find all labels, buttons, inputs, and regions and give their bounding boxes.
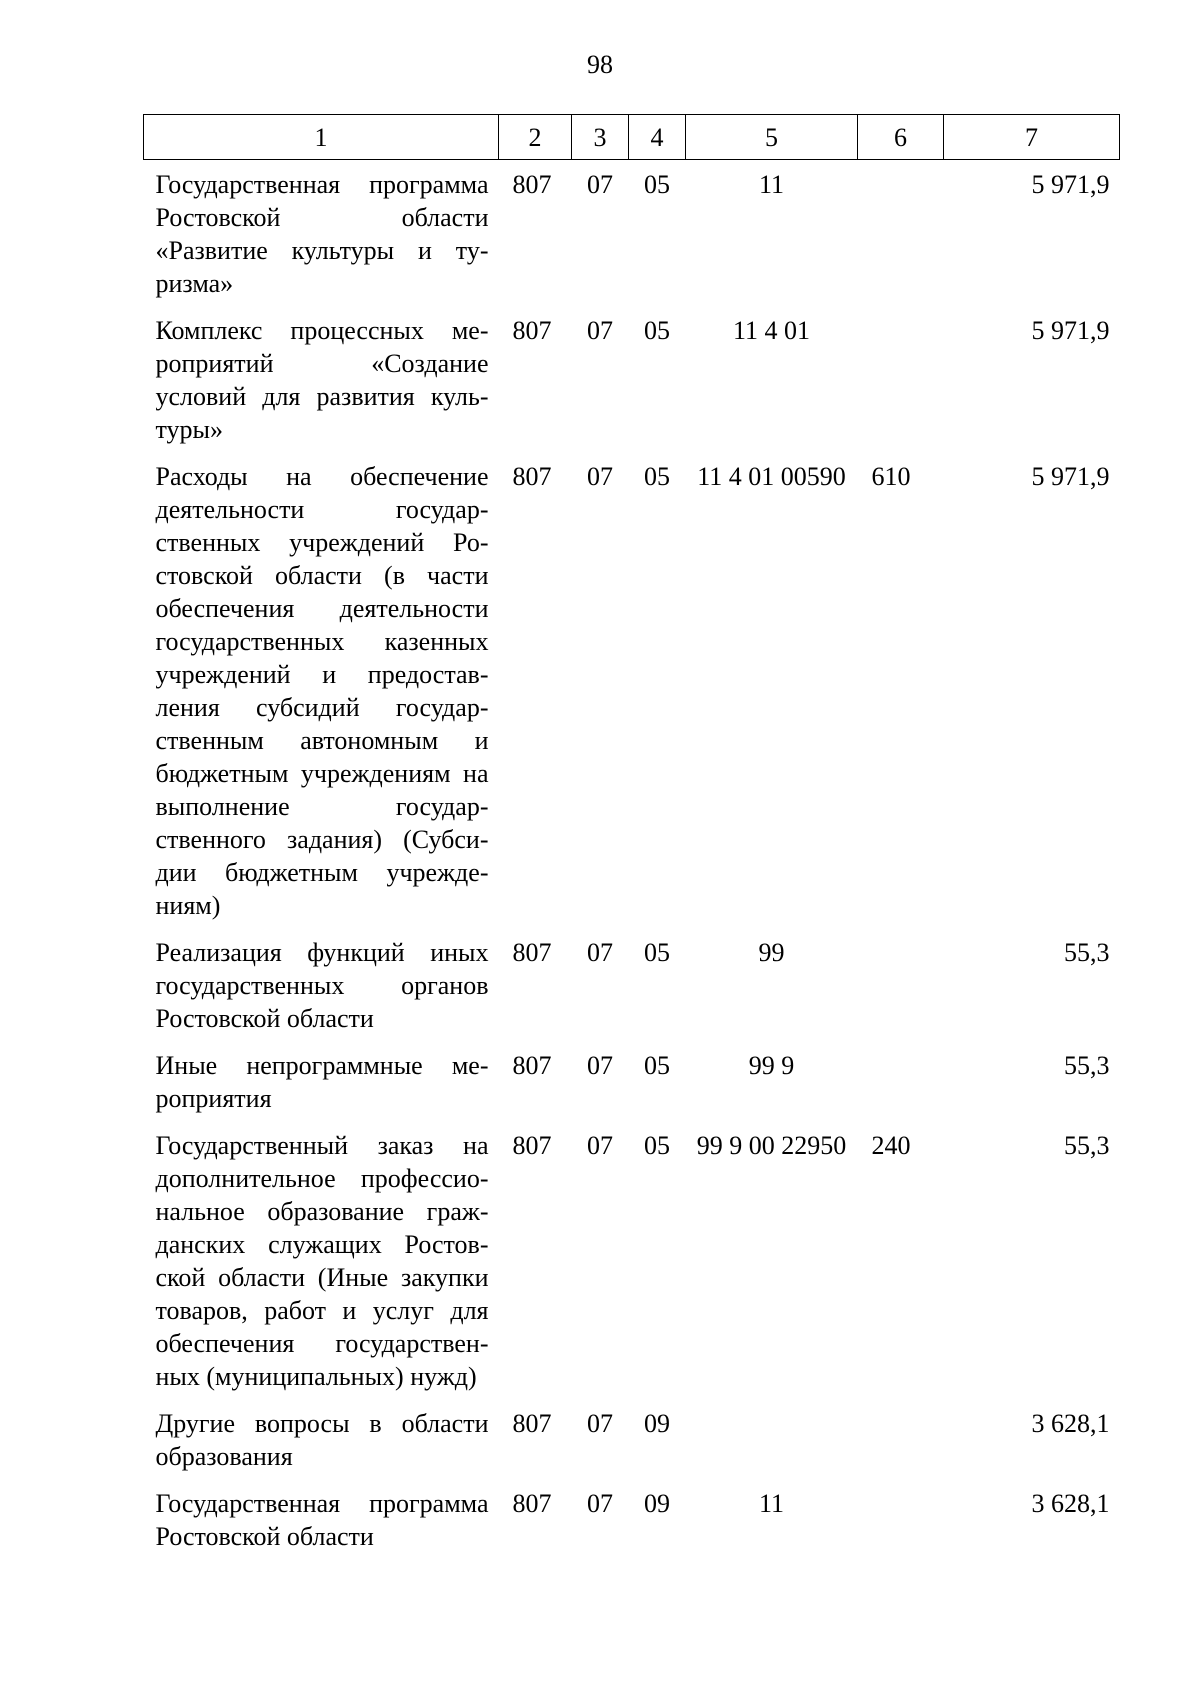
- amount: 3 628,1: [1031, 1409, 1110, 1438]
- header-row: [144, 115, 1120, 160]
- row-name: Реализация функций иных государственных органов Ростовской области: [155, 938, 489, 1033]
- ministry-code: 807: [512, 462, 552, 491]
- amount: 55,3: [1064, 1051, 1110, 1080]
- section-code: 07: [587, 1409, 613, 1438]
- table-body: [144, 160, 1120, 1558]
- subsection-code: 05: [644, 170, 670, 199]
- header-cell: 4: [629, 115, 686, 160]
- table-row: [144, 160, 1120, 305]
- expense-type-code: [858, 160, 944, 305]
- target-article-code: 99 9 00 22950: [696, 1131, 847, 1160]
- ministry-code: 807: [512, 1131, 552, 1160]
- row-name: Государственный заказ на дополнительное профессиональное образование гражданских служащих Ростовской области (Иные закупки товаров, работ и услуг для обеспечения государственных (муниципальных) нужд): [155, 1131, 489, 1391]
- subsection-code: 05: [644, 1051, 670, 1080]
- expense-type-code: [858, 304, 944, 450]
- amount: 55,3: [1064, 938, 1110, 967]
- row-name: Расходы на обеспечение деятельности государственных учреждений Ростовской области (в части обеспечения деятельности государственных казенных учреждений и предоставления субсидий государственным автономным и бюджетным учреждениям на выполнение государственного задания) (Субсидии бюджетным учреждениям): [155, 462, 489, 920]
- ministry-code: 807: [512, 170, 552, 199]
- subsection-code: 05: [644, 938, 670, 967]
- table-row: [144, 304, 1120, 450]
- header-cell: 3: [572, 115, 629, 160]
- page-number: 98: [587, 50, 613, 79]
- target-article-code: 99 9: [748, 1051, 795, 1080]
- section-code: 07: [587, 462, 613, 491]
- table-header: [144, 115, 1120, 160]
- subsection-code: 05: [644, 462, 670, 491]
- subsection-code: 09: [644, 1409, 670, 1438]
- header-cell: 7: [944, 115, 1120, 160]
- ministry-code: 807: [512, 1409, 552, 1438]
- header-cell: 6: [858, 115, 944, 160]
- budget-table: [143, 114, 1120, 1557]
- expense-type-code: [858, 1397, 944, 1477]
- row-name: Комплекс процессных мероприятий «Создание условий для развития культуры»: [155, 316, 489, 444]
- section-code: 07: [587, 316, 613, 345]
- target-article-code: 11: [758, 170, 785, 199]
- header-cell: 2: [499, 115, 572, 160]
- header-cell: 5: [686, 115, 858, 160]
- expense-type-code: 240: [871, 1131, 911, 1160]
- target-article-code: 11: [758, 1489, 785, 1518]
- expense-type-code: [858, 1039, 944, 1119]
- row-name: Государственная программа Ростовской области: [155, 1489, 489, 1551]
- section-code: 07: [587, 1051, 613, 1080]
- target-article-code: 11 4 01: [732, 316, 811, 345]
- section-code: 07: [587, 170, 613, 199]
- target-article-code: 11 4 01 00590: [697, 462, 846, 491]
- header-cell: 1: [144, 115, 499, 160]
- section-code: 07: [587, 938, 613, 967]
- table-row: [144, 1119, 1120, 1397]
- row-name: Иные непрограммные мероприятия: [155, 1051, 489, 1113]
- amount: 5 971,9: [1031, 170, 1110, 199]
- ministry-code: 807: [512, 938, 552, 967]
- subsection-code: 05: [644, 316, 670, 345]
- section-code: 07: [587, 1489, 613, 1518]
- target-article-code: [686, 1397, 858, 1477]
- row-name: Другие вопросы в области образования: [155, 1409, 489, 1471]
- expense-type-code: [858, 1477, 944, 1557]
- expense-type-code: 610: [871, 462, 911, 491]
- table-row: [144, 1397, 1120, 1477]
- ministry-code: 807: [512, 1051, 552, 1080]
- amount: 3 628,1: [1031, 1489, 1110, 1518]
- ministry-code: 807: [512, 316, 552, 345]
- subsection-code: 05: [644, 1131, 670, 1160]
- subsection-code: 09: [644, 1489, 670, 1518]
- amount: 5 971,9: [1031, 462, 1110, 491]
- table-row: [144, 450, 1120, 926]
- amount: 55,3: [1064, 1131, 1110, 1160]
- row-name: Государственная программа Ростовской области «Развитие культуры и туризма»: [155, 170, 489, 298]
- amount: 5 971,9: [1031, 316, 1110, 345]
- ministry-code: 807: [512, 1489, 552, 1518]
- section-code: 07: [587, 1131, 613, 1160]
- target-article-code: 99: [758, 938, 785, 967]
- table-row: [144, 1477, 1120, 1557]
- expense-type-code: [858, 926, 944, 1039]
- table-row: [144, 1039, 1120, 1119]
- table-row: [144, 926, 1120, 1039]
